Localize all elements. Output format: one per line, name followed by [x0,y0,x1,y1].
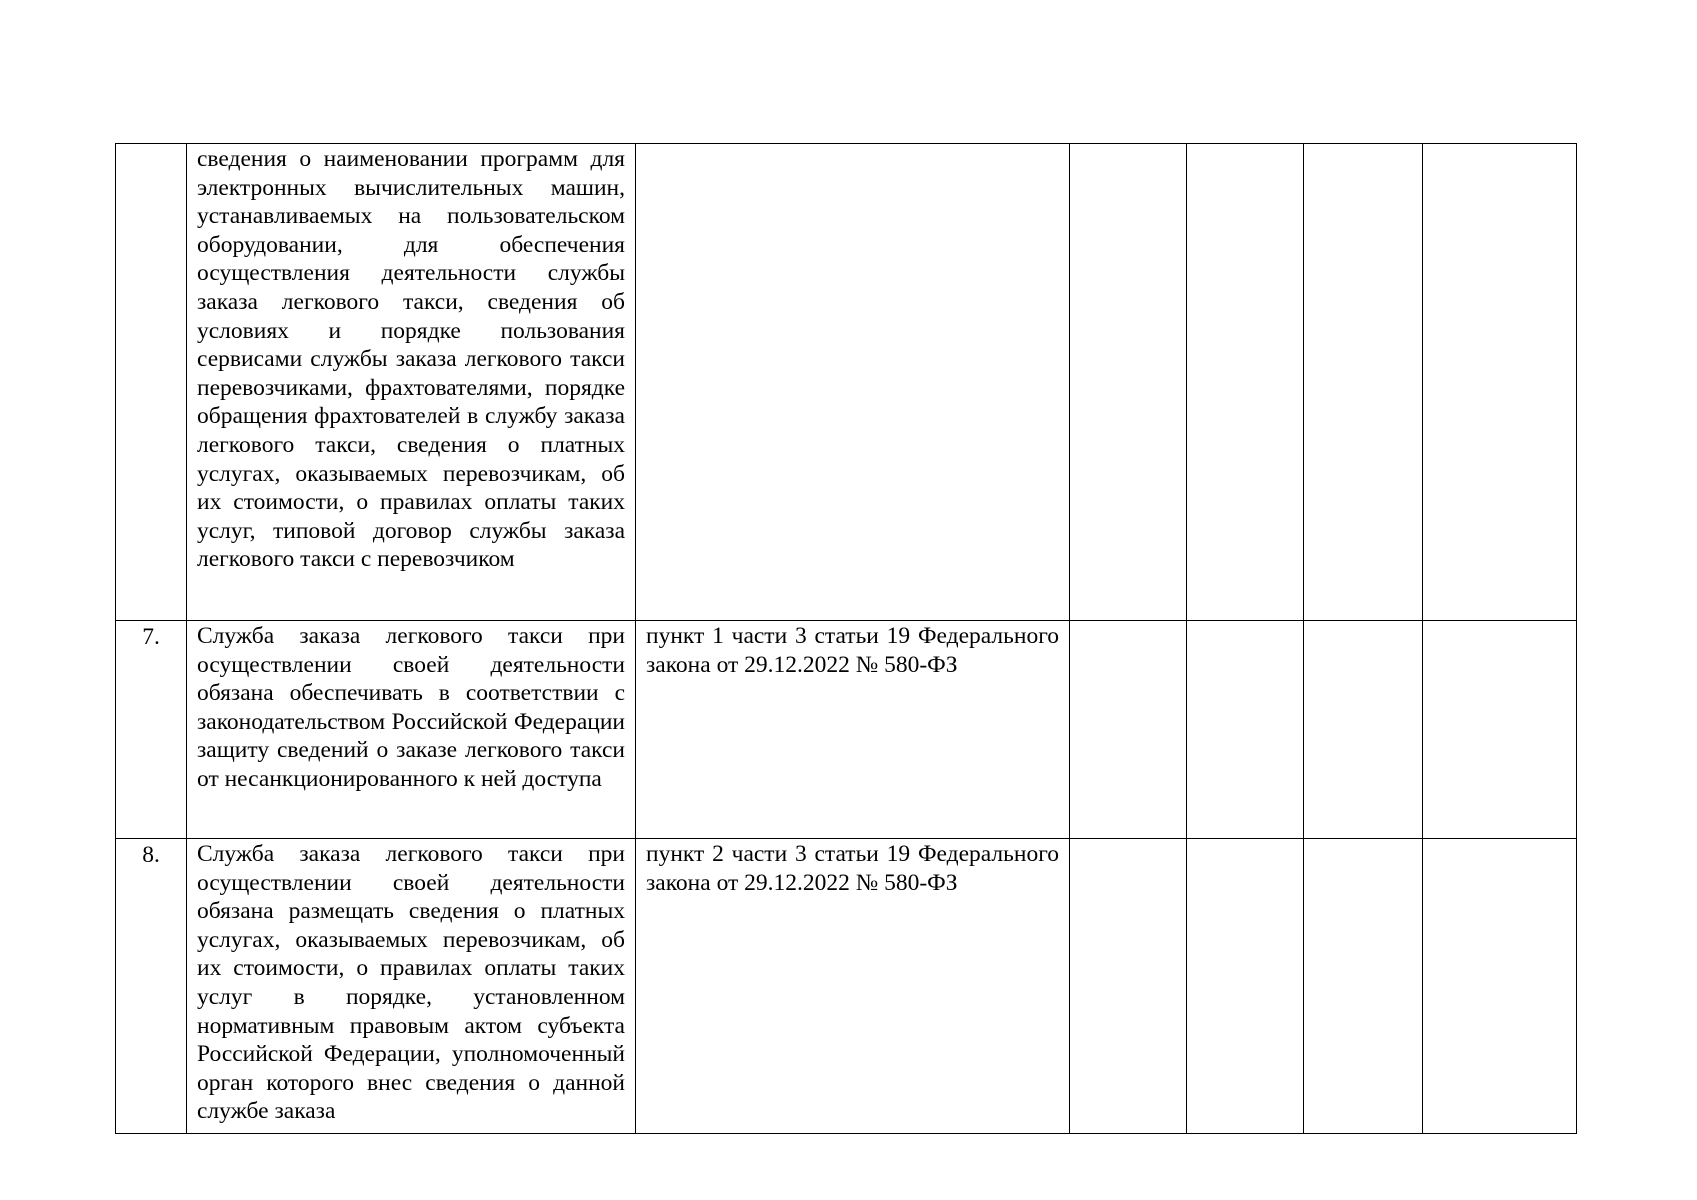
empty-cell [1423,839,1577,1134]
legal-basis-text: пункт 1 части 3 статьи 19 Федерального закона от 29.12.2022 № 580-ФЗ [646,623,1059,678]
requirement-cell [187,621,636,839]
requirement-cell [187,144,636,621]
requirement-cell [187,839,636,1134]
empty-cell [1423,144,1577,621]
row-number-cell [116,144,187,621]
row-number: 8. [142,842,160,868]
empty-cell [1070,839,1187,1134]
legal-basis-cell [636,621,1070,839]
empty-cell [1304,621,1423,839]
empty-cell [1304,144,1423,621]
requirement-text: Служба заказа легкового такси при осуществлении своей деятельности обязана обеспечивать в соответствии с законодательством Российской Федерации защиту сведений о заказе легкового такси от несанкционированного к ней доступа [197,623,625,792]
row-number [116,144,186,146]
table-row [116,144,1577,621]
empty-cell [1070,621,1187,839]
requirement-text: Служба заказа легкового такси при осуществлении своей деятельности обязана размещать сведения о платных услугах, оказываемых перевозчикам, об их стоимости, о правилах оплаты таких услуг в порядке, установленном нормативным правовым актом субъекта Российской Федерации, уполномоченный орган которого внес сведения о данной службе заказа [197,841,625,1125]
requirement-text: сведения о наименовании программ для электронных вычислительных машин, устанавливаемых на пользовательском оборудовании, для обеспечения осуществления деятельности службы заказа легкового такси, сведения об условиях и порядке пользования сервисами службы заказа легкового такси перевозчиками, фрахтователями, порядке обращения фрахтователей в службу заказа легкового такси, сведения о платных услугах, оказываемых перевозчикам, об их стоимости, о правилах оплаты таких услуг, типовой договор службы заказа легкового такси с перевозчиком [197,146,625,573]
empty-cell [1423,621,1577,839]
table-row [116,839,1577,1134]
table-row [116,621,1577,839]
row-number-cell [116,839,187,1134]
empty-cell [1187,621,1304,839]
legal-basis-cell [636,839,1070,1134]
requirements-table [115,143,1577,1134]
empty-cell [1070,144,1187,621]
row-number: 7. [142,624,160,650]
legal-basis-text: пункт 2 части 3 статьи 19 Федерального закона от 29.12.2022 № 580-ФЗ [646,841,1059,896]
empty-cell [1304,839,1423,1134]
empty-cell [1187,839,1304,1134]
legal-basis-cell [636,144,1070,621]
row-number-cell [116,621,187,839]
legal-basis-text [636,144,1069,152]
empty-cell [1187,144,1304,621]
